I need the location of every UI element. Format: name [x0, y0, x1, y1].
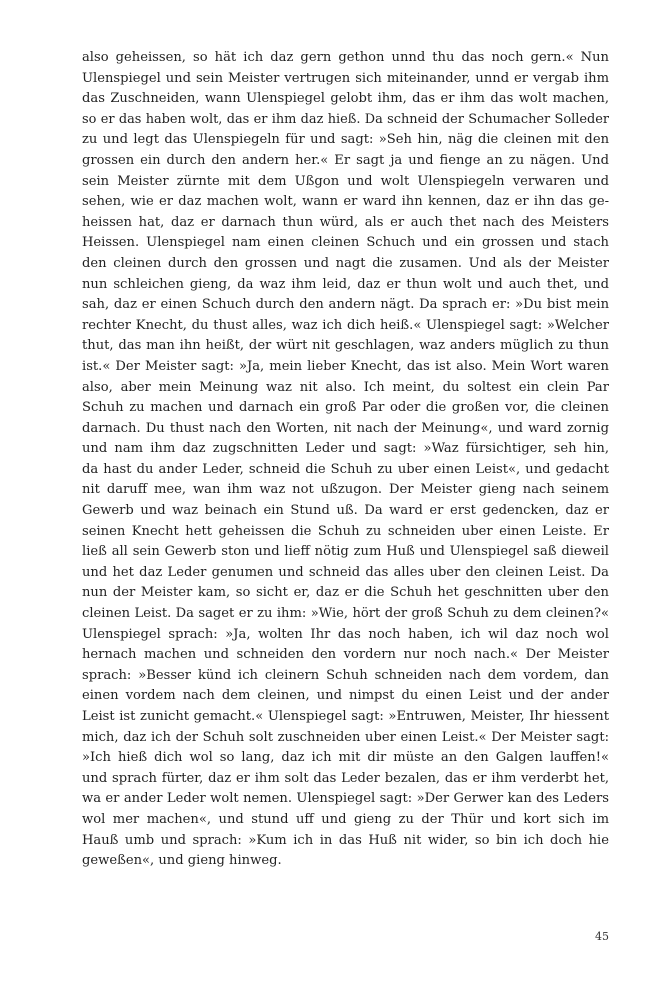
text-line: zu und legt das Ulenspiegeln für und sagt: »Seh hin, näg die cleinen mit den — [82, 132, 609, 148]
text-line: seinen Knecht hett geheissen die Schuh zu schneiden uber einen Leiste. Er — [82, 523, 609, 539]
text-line: ließ all sein Gewerb ston und lieff nötig zum Huß und Ulenspiegel saß dieweil — [82, 544, 609, 560]
text-line: Heissen. Ulenspiegel nam einen cleinen Schuch und ein grossen und stach — [82, 235, 609, 251]
page-number: 45 — [595, 930, 609, 943]
text-line: und sprach fürter, daz er ihm solt das Leder bezalen, das er ihm verderbt het, — [82, 770, 609, 786]
text-line: grossen ein durch den andern her.« Er sagt ja und fienge an zu nägen. Und — [82, 152, 609, 168]
text-line: Gewerb und waz beinach ein Stund uß. Da ward er erst gedencken, daz er — [82, 503, 609, 519]
text-line: wol mer machen«, und stund uff und gieng zu der Thür und kort sich im — [82, 811, 609, 827]
text-line: sehen, wie er daz machen wolt, wann er ward ihn kennen, daz er ihn das ge- — [82, 194, 609, 210]
text-line: das Zuschneiden, wann Ulenspiegel gelobt ihm, das er ihm das wolt machen, — [82, 91, 609, 107]
text-line: einen vordem nach dem cleinen, und nimpst du einen Leist und der ander — [82, 688, 609, 704]
text-line: sprach: »Besser künd ich cleinern Schuh schneiden nach dem vordem, dan — [82, 667, 609, 683]
text-line: Ulenspiegel sprach: »Ja, wolten Ihr das noch haben, ich wil daz noch wol — [82, 626, 609, 642]
text-line: Leist ist zunicht gemacht.« Ulenspiegel sagt: »Entruwen, Meister, Ihr hiessent — [82, 709, 609, 724]
text-line: rechter Knecht, du thust alles, waz ich dich heiß.« Ulenspiegel sagt: »Welcher — [82, 317, 609, 333]
text-line: darnach. Du thust nach den Worten, nit nach der Meinung«, und ward zornig — [82, 420, 609, 436]
text-line: »Ich hieß dich wol so lang, daz ich mit dir müste an den Galgen lauffen!« — [82, 750, 609, 766]
text-line: wa er ander Leder wolt nemen. Ulenspiegel sagt: »Der Gerwer kan des Leders — [82, 791, 609, 807]
text-line: und nam ihm daz zugschnitten Leder und sagt: »Waz fürsichtiger, seh hin, — [82, 441, 609, 457]
text-line: cleinen Leist. Da saget er zu ihm: »Wie, hört der groß Schuh zu dem cleinen?« — [82, 606, 609, 622]
text-line: sah, daz er einen Schuch durch den andern nägt. Da sprach er: »Du bist mein — [82, 297, 609, 313]
text-line: hernach machen und schneiden den vordern nur noch nach.« Der Meister — [82, 647, 609, 663]
text-line: heissen hat, daz er darnach thun würd, als er auch thet nach des Meisters — [82, 214, 609, 230]
text-line: und het daz Leder genumen und schneid das alles uber den cleinen Leist. Da — [82, 564, 609, 580]
text-line: nun der Meister kam, so sicht er, daz er die Schuh het geschnitten uber den — [82, 585, 609, 601]
text-line: thut, das man ihn heißt, der würt nit geschlagen, waz anders müglich zu thun — [82, 338, 609, 354]
text-line: geweßen«, und gieng hinweg. — [82, 853, 282, 869]
text-line: da hast du ander Leder, schneid die Schuh zu uber einen Leist«, und gedacht — [82, 461, 609, 477]
text-line: also, aber mein Meinung waz nit also. Ich meint, du soltest ein clein Par — [82, 379, 609, 395]
text-line: nun schleichen gieng, da waz ihm leid, daz er thun wolt und auch thet, und — [82, 276, 609, 292]
text-line: so er das haben wolt, das er ihm daz hieß. Da schneid der Schumacher Solleder — [82, 111, 609, 127]
text-line: den cleinen durch den grossen und nagt die zusamen. Und als der Meister — [82, 255, 609, 271]
text-line: also geheissen, so hät ich daz gern gethon unnd thu das noch gern.« Nun — [82, 50, 609, 65]
text-line: nit daruff mee, wan ihm waz not ußzugon. Der Meister gieng nach seinem — [82, 482, 609, 498]
text-line: sein Meister zürnte mit dem Ußgon und wolt Ulenspiegeln verwaren und — [82, 173, 609, 189]
text-line: mich, daz ich der Schuh solt zuschneiden uber einen Leist.« Der Meister sagt: — [82, 729, 609, 745]
text-line: Schuh zu machen und darnach ein groß Par oder die großen vor, die cleinen — [82, 400, 609, 416]
text-line: Ulenspiegel und sein Meister vertrugen sich miteinander, unnd er vergab ihm — [82, 70, 609, 86]
text-line: Hauß umb und sprach: »Kum ich in das Huß nit wider, so bin ich doch hie — [82, 832, 609, 848]
body-text — [82, 48, 609, 872]
text-line: ist.« Der Meister sagt: »Ja, mein lieber Knecht, das ist also. Mein Wort waren — [82, 358, 609, 374]
